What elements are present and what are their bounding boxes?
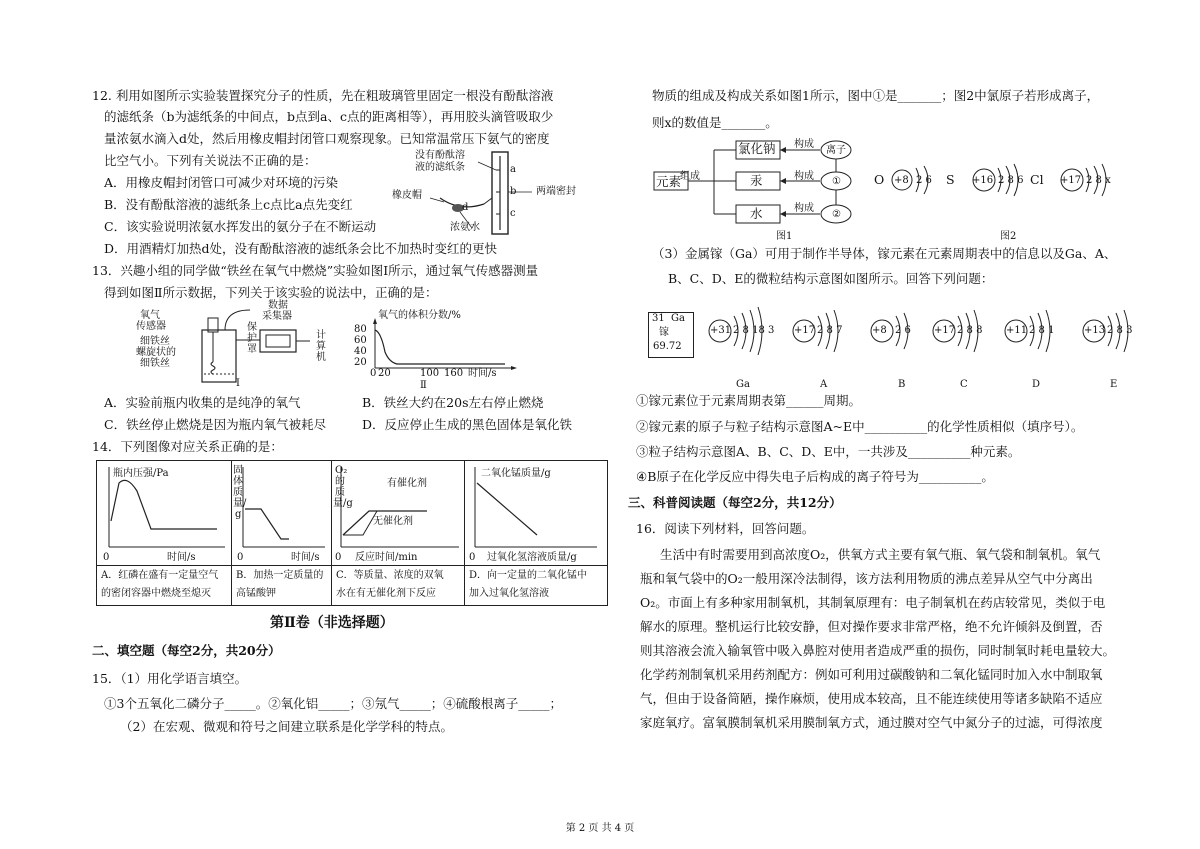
fig1-constitute-3: 构成 <box>794 203 814 214</box>
g2-ylabel-1: 固 <box>233 465 243 476</box>
q3-line2: B、C、D、E的微粒结构示意图如图所示。回答下列问题： <box>668 271 994 286</box>
fig1-circle1: ① <box>832 176 841 187</box>
q15-part1: 15．（1）用化学语言填空。 <box>92 671 248 686</box>
collector-label-2: 采集器 <box>262 311 292 322</box>
figure-ii-label: Ⅱ <box>420 380 427 391</box>
q3-line1: （3）金属镓（Ga）可用于制作半导体，镓元素在元素周期表中的信息以及Ga、A、 <box>652 246 1117 261</box>
particle-shells: 2 8 1 <box>1029 325 1055 336</box>
ga-symbol: Ga <box>671 313 685 324</box>
fig2-o-shells: 2 6 <box>916 175 932 186</box>
graph-x160: 160 <box>444 368 464 379</box>
hood-label-1: 保 <box>247 322 257 333</box>
fig-label-paper2: 液的滤纸条 <box>415 162 465 173</box>
figure-i-label: Ⅰ <box>236 378 240 389</box>
gallium-periodic-cell <box>648 312 694 358</box>
g3-catalyst-label: 有催化剂 <box>387 478 427 489</box>
graph-xlabel: 时间/s <box>468 368 497 379</box>
particle-shells: 2 8 3 <box>1107 325 1133 336</box>
sub-q4: ④B原子在化学反应中得失电子后构成的离子符号为__________。 <box>636 469 994 484</box>
q15-part1-blanks: ①3个五氧化二磷分子_____。②氧化铝_____；③氖气_____；④硫酸根离子_____； <box>104 696 562 711</box>
g4-ylabel: 二氧化锰质量/g <box>481 468 551 479</box>
g1-origin: 0 <box>103 552 110 563</box>
fig-point-c: c <box>510 208 516 219</box>
g2-ylabel-4: 量/ <box>233 498 247 509</box>
fig-label-paper1: 没有酚酞溶 <box>415 150 465 161</box>
particle-shells: 2 8 8 <box>957 325 983 336</box>
collector-label-1: 数据 <box>268 300 288 311</box>
graph-y40: 40 <box>354 346 367 357</box>
particle-shells: 2 8 7 <box>817 325 843 336</box>
g3-ylabel-4: 量/g <box>333 498 353 509</box>
q13-option-b: B．铁丝大约在20s左右停止燃烧 <box>362 395 544 410</box>
particle-nucleus: +8 <box>872 325 887 336</box>
g3-ylabel-2: 的 <box>335 476 345 487</box>
q12-option-c: C．该实验说明浓氨水挥发出的氨分子在不断运动 <box>104 219 377 234</box>
particle-label: Ga <box>736 379 750 390</box>
g2-ylabel-3: 质 <box>233 487 243 498</box>
q14-option-a-line2: 的密闭容器中燃烧至熄灭 <box>101 588 211 599</box>
g3-ylabel-3: 质 <box>335 487 345 498</box>
ga-mass: 69.72 <box>653 341 682 352</box>
graph-y20: 20 <box>354 357 367 368</box>
g1-ylabel: 瓶内压强/Pa <box>113 468 169 479</box>
q14-option-b-line1: B．加热一定质量的 <box>236 570 324 581</box>
passage-line2: 瓶和氧气袋中的O₂一般用深冷法制得，该方法利用物质的沸点差异从空气中分离出 <box>640 571 1093 586</box>
q16-intro: 16．阅读下列材料，回答问题。 <box>636 521 815 536</box>
fig1-label: 图1 <box>776 231 793 242</box>
passage-line5: 则其溶液会流入输氧管中吸入鼻腔对使用者造成严重的损伤，同时制氧时耗电量较大。 <box>640 643 1116 658</box>
fig2-cl-symbol: Cl <box>1030 172 1044 187</box>
wire-label-3: 细铁丝 <box>140 358 170 369</box>
particle-nucleus: +17 <box>794 325 816 336</box>
fig-point-b: b <box>510 186 517 197</box>
passage-line4: 解水的原理。整机运行比较安静，但对操作要求非常严格，绝不允许倾斜及倒置，否 <box>640 619 1103 634</box>
particle-nucleus: +17 <box>934 325 956 336</box>
fig1-mercury: 汞 <box>750 173 763 188</box>
fig1-element: 元素 <box>656 174 682 189</box>
fig-label-rubber-cap: 橡皮帽 <box>392 190 422 201</box>
g2-origin: 0 <box>237 552 244 563</box>
hood-label-3: 罩 <box>247 344 257 355</box>
particle-shells: 2 8 18 3 <box>733 325 775 336</box>
r-line2: 则x的数值是_______。 <box>652 115 778 130</box>
passage-line8: 家庭氧疗。富氧膜制氧机采用膜制氧方式，通过膜对空气中氮分子的过滤，可得浓度 <box>640 715 1103 730</box>
computer-label-1: 计 <box>316 330 326 341</box>
particle-nucleus: +31 <box>710 325 732 336</box>
r-line1: 物质的组成及构成关系如图1所示，图中①是_______；图2中氯原子若形成离子， <box>652 88 1100 103</box>
q14-option-b-line2: 高锰酸钾 <box>236 588 276 599</box>
q12-line4: 比空气小。下列有关说法不正确的是： <box>104 153 317 168</box>
g3-origin: 0 <box>335 552 342 563</box>
q13-option-c: C．铁丝停止燃烧是因为瓶内氧气被耗尽 <box>104 417 327 432</box>
g2-ylabel-5: g <box>235 509 242 520</box>
fig2-s-nucleus: +16 <box>972 175 994 186</box>
ga-atomic-number: 31 <box>652 313 665 324</box>
graph-x20: 20 <box>378 368 391 379</box>
sub-q2: ②镓元素的原子与粒子结构示意图A~E中__________的化学性质相似（填序号）。 <box>636 419 1084 434</box>
passage-line7: 气，但由于设备简陋，操作麻烦，使用成本较高，且不能连续使用等诸多缺陷不适应 <box>640 691 1103 706</box>
q13-option-a: A．实验前瓶内收集的是纯净的氧气 <box>104 395 301 410</box>
graph-x0: 0 <box>370 368 377 379</box>
q14-option-c-line1: C．等质量、浓度的双氧 <box>336 570 444 581</box>
wire-label-1: 细铁丝 <box>140 336 170 347</box>
q12-line2: 的滤纸条（b为滤纸条的中间点，b点到a、c点的距离相等），再用胶头滴管吸取少 <box>104 109 554 124</box>
particle-label: C <box>960 379 968 390</box>
fig1-constitute-2: 构成 <box>794 171 814 182</box>
particle-label: E <box>1110 379 1118 390</box>
particle-label: A <box>820 379 828 390</box>
g4-xlabel: 过氧化氢溶液质量/g <box>487 552 577 563</box>
fig1-circle2: ② <box>832 209 841 220</box>
fig-label-sealed: 两端密封 <box>536 186 576 197</box>
page-footer: 第 2 页 共 4 页 <box>565 823 635 834</box>
q14-option-a-line1: A．红磷在盛有一定量空气 <box>101 570 219 581</box>
q13-line2: 得到如图Ⅱ所示数据，下列关于该实验的说法中，正确的是： <box>104 285 438 300</box>
sub-q1: ①镓元素位于元素周期表第______周期。 <box>636 393 862 408</box>
fig1-constitute-1: 构成 <box>794 139 814 150</box>
g4-origin: 0 <box>469 552 476 563</box>
passage-line1: 生活中有时需要用到高浓度O₂，供氧方式主要有氧气瓶、氧气袋和制氧机。氧气 <box>660 547 1101 562</box>
fig2-o-nucleus: +8 <box>894 175 909 186</box>
graph-ylabel: 氧气的体积分数/% <box>378 310 461 321</box>
graph-x100: 100 <box>420 368 440 379</box>
q14-graph-table <box>96 460 608 606</box>
fig-point-d: d <box>462 202 469 213</box>
fig2-s-symbol: S <box>946 172 955 187</box>
q12-line3: 量浓氨水滴入d处，然后用橡皮帽封闭管口观察现象。已知常温常压下氨气的密度 <box>104 131 550 146</box>
particle-label: B <box>898 379 906 390</box>
particle-shells: 2 6 <box>895 325 911 336</box>
section2-title: 二、填空题（每空2分，共20分） <box>92 643 281 658</box>
g2-xlabel: 时间/s <box>291 552 320 563</box>
q15-part2: （2）在宏观、微观和符号之间建立联系是化学学科的特点。 <box>120 719 453 734</box>
computer-label-2: 算 <box>316 341 326 352</box>
computer-label-3: 机 <box>316 352 326 363</box>
passage-line6: 化学药剂制氧机采用药剂配方：例如可利用过碳酸钠和二氧化锰同时加入水中制取氧 <box>640 667 1103 682</box>
q12-option-b: B．没有酚酞溶液的滤纸条上c点比a点先变红 <box>104 197 353 212</box>
section3-title: 三、科普阅读题（每空2分，共12分） <box>628 495 842 510</box>
q12-option-d: D．用酒精灯加热d处，没有酚酞溶液的滤纸条会比不加热时变红的更快 <box>104 241 498 256</box>
ga-name: 镓 <box>659 327 669 338</box>
q14-option-d-line1: D．向一定量的二氧化锰中 <box>469 570 588 581</box>
fig1-compose: 组成 <box>680 171 700 182</box>
fig-label-ammonia: 浓氨水 <box>450 222 480 233</box>
sensor-label-2: 传感器 <box>136 321 166 332</box>
q12-line1: 12. 利用如图所示实验装置探究分子的性质，先在粗玻璃管里固定一根没有酚酞溶液 <box>92 88 554 103</box>
part2-title: 第Ⅱ卷（非选择题） <box>270 615 394 631</box>
graph-y80: 80 <box>354 324 367 335</box>
fig2-o-symbol: O <box>874 172 885 187</box>
g2-ylabel-2: 体 <box>233 476 243 487</box>
fig2-cl-nucleus: +17 <box>1060 175 1082 186</box>
passage-line3: O₂。市面上有多种家用制氧机，其制氧原理有：电子制氧机在药店较常见，类似于电 <box>640 595 1106 610</box>
g3-xlabel: 反应时间/min <box>355 552 418 563</box>
fig1-water: 水 <box>750 206 763 221</box>
fig1-ion: 离子 <box>826 145 846 156</box>
fig2-cl-shells: 2 8 x <box>1086 175 1111 186</box>
particle-nucleus: +13 <box>1084 325 1106 336</box>
hood-label-2: 护 <box>247 333 257 344</box>
q12-option-a: A．用橡皮帽封闭管口可减少对环境的污染 <box>104 175 339 190</box>
g1-xlabel: 时间/s <box>167 552 196 563</box>
wire-label-2: 螺旋状的 <box>136 347 176 358</box>
fig1-nacl: 氯化钠 <box>738 141 776 156</box>
graph-y60: 60 <box>354 335 367 346</box>
fig2-label: 图2 <box>1000 231 1017 242</box>
q13-option-d: D．反应停止生成的黑色固体是氧化铁 <box>362 417 573 432</box>
q14-option-d-line2: 加入过氧化氢溶液 <box>469 588 549 599</box>
fig-point-a: a <box>510 164 516 175</box>
q13-line1: 13．兴趣小组的同学做“铁丝在氧气中燃烧”实验如图Ⅰ所示，通过氧气传感器测量 <box>92 263 539 278</box>
particle-label: D <box>1032 379 1041 390</box>
particle-nucleus: +11 <box>1006 325 1028 336</box>
sub-q3: ③粒子结构示意图A、B、C、D、E中，一共涉及__________种元素。 <box>636 444 1021 459</box>
q14-line1: 14．下列图像对应关系正确的是： <box>92 439 283 454</box>
g3-no-catalyst-label: 无催化剂 <box>373 516 413 527</box>
q14-option-c-line2: 水在有无催化剂下反应 <box>336 588 436 599</box>
g3-ylabel-1: O₂ <box>335 465 348 476</box>
fig2-s-shells: 2 8 6 <box>998 175 1024 186</box>
sensor-label-1: 氧气 <box>140 310 160 321</box>
